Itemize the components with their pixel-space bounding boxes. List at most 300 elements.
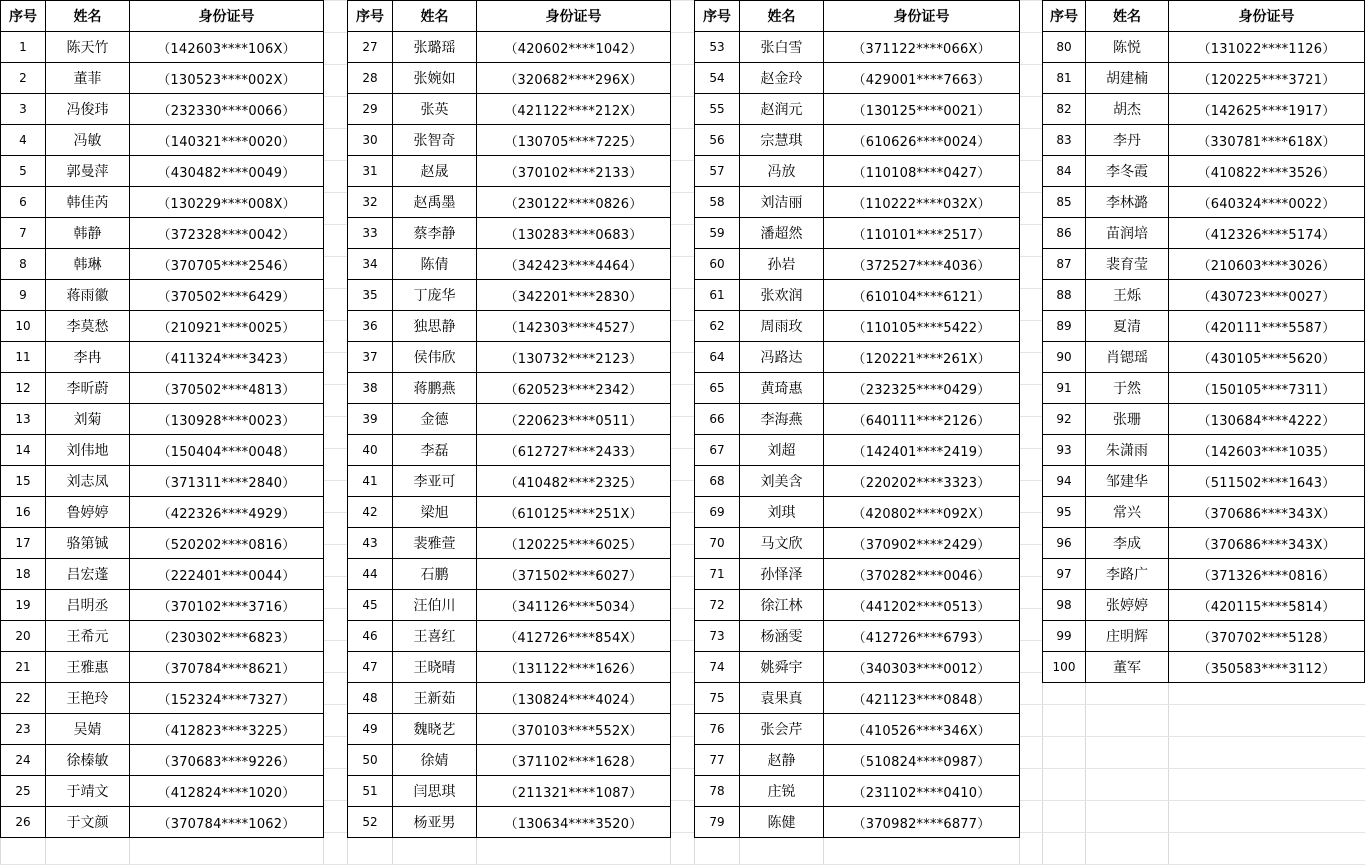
person-name: 冯路达 (740, 342, 824, 373)
header-name: 姓名 (393, 1, 477, 32)
id-number: （142603****106X） (130, 32, 324, 63)
table-row (1043, 280, 1365, 311)
row-number: 92 (1043, 404, 1086, 435)
id-number: （372527****4036） (824, 249, 1020, 280)
person-name: 王雅惠 (46, 652, 130, 683)
row-number: 30 (348, 125, 393, 156)
row-number: 57 (695, 156, 740, 187)
table-row (1043, 342, 1365, 373)
row-number: 6 (1, 187, 46, 218)
row-number: 75 (695, 683, 740, 714)
person-name: 汪伯川 (393, 590, 477, 621)
person-name: 韩琳 (46, 249, 130, 280)
row-number: 2 (1, 63, 46, 94)
person-name: 马文欣 (740, 528, 824, 559)
table-row (695, 435, 1020, 466)
roster-table-2 (347, 0, 671, 838)
row-number: 49 (348, 714, 393, 745)
person-name: 陈天竹 (46, 32, 130, 63)
table-row (348, 497, 671, 528)
table-row (348, 807, 671, 838)
row-number: 56 (695, 125, 740, 156)
id-number: （230302****6823） (130, 621, 324, 652)
row-number: 61 (695, 280, 740, 311)
header-name: 姓名 (1086, 1, 1169, 32)
table-row (348, 404, 671, 435)
id-number: （511502****1643） (1169, 466, 1365, 497)
row-number: 72 (695, 590, 740, 621)
table-row (348, 683, 671, 714)
person-name: 鲁婷婷 (46, 497, 130, 528)
row-number: 20 (1, 621, 46, 652)
row-number: 83 (1043, 125, 1086, 156)
person-name: 蔡李静 (393, 218, 477, 249)
person-name: 赵润元 (740, 94, 824, 125)
table-row (1, 218, 324, 249)
row-number: 16 (1, 497, 46, 528)
person-name: 李莫愁 (46, 311, 130, 342)
table-row (695, 652, 1020, 683)
id-number: （142625****1917） (1169, 94, 1365, 125)
table-row (348, 156, 671, 187)
table-row (1, 683, 324, 714)
table-row (1, 652, 324, 683)
person-name: 袁果真 (740, 683, 824, 714)
id-number: （131122****1626） (477, 652, 671, 683)
table-row (348, 311, 671, 342)
row-number: 94 (1043, 466, 1086, 497)
roster-table-3 (694, 0, 1020, 838)
table-row (348, 280, 671, 311)
table-row (1043, 311, 1365, 342)
row-number: 79 (695, 807, 740, 838)
person-name: 王艳玲 (46, 683, 130, 714)
table-row (1043, 32, 1365, 63)
id-number: （130732****2123） (477, 342, 671, 373)
id-number: （510824****0987） (824, 745, 1020, 776)
table-row (1043, 249, 1365, 280)
table-row (1043, 125, 1365, 156)
person-name: 丁庞华 (393, 280, 477, 311)
id-number: （142603****1035） (1169, 435, 1365, 466)
person-name: 李亚可 (393, 466, 477, 497)
person-name: 王希元 (46, 621, 130, 652)
person-name: 侯伟欣 (393, 342, 477, 373)
table-row (1, 280, 324, 311)
id-number: （371326****0816） (1169, 559, 1365, 590)
table-row (695, 342, 1020, 373)
person-name: 李林潞 (1086, 187, 1169, 218)
person-name: 肖锶瑶 (1086, 342, 1169, 373)
person-name: 朱潇雨 (1086, 435, 1169, 466)
row-number: 25 (1, 776, 46, 807)
person-name: 董菲 (46, 63, 130, 94)
person-name: 陈健 (740, 807, 824, 838)
table-row (1043, 404, 1365, 435)
person-name: 庄锐 (740, 776, 824, 807)
id-number: （370683****9226） (130, 745, 324, 776)
row-number: 80 (1043, 32, 1086, 63)
table-row (1, 466, 324, 497)
id-number: （142303****4527） (477, 311, 671, 342)
row-number: 29 (348, 94, 393, 125)
table-row (348, 528, 671, 559)
row-number: 47 (348, 652, 393, 683)
table-row (348, 187, 671, 218)
header-name: 姓名 (740, 1, 824, 32)
table-row (1043, 590, 1365, 621)
id-number: （130705****7225） (477, 125, 671, 156)
id-number: （640324****0022） (1169, 187, 1365, 218)
id-number: （371102****1628） (477, 745, 671, 776)
table-row (348, 621, 671, 652)
header-row (1043, 1, 1365, 32)
person-name: 刘菊 (46, 404, 130, 435)
person-name: 李成 (1086, 528, 1169, 559)
header-id: 身份证号 (130, 1, 324, 32)
table-row (695, 187, 1020, 218)
roster-table-1 (0, 0, 324, 838)
id-number: （412726****6793） (824, 621, 1020, 652)
person-name: 裴育莹 (1086, 249, 1169, 280)
row-number: 28 (348, 63, 393, 94)
id-number: （370102****2133） (477, 156, 671, 187)
row-number: 21 (1, 652, 46, 683)
table-row (348, 466, 671, 497)
table-row (1043, 621, 1365, 652)
row-number: 91 (1043, 373, 1086, 404)
row-number: 55 (695, 94, 740, 125)
person-name: 蒋雨徽 (46, 280, 130, 311)
person-name: 蒋鹏燕 (393, 373, 477, 404)
person-name: 骆第铖 (46, 528, 130, 559)
person-name: 夏清 (1086, 311, 1169, 342)
row-number: 3 (1, 94, 46, 125)
person-name: 董军 (1086, 652, 1169, 683)
person-name: 张智奇 (393, 125, 477, 156)
person-name: 陈倩 (393, 249, 477, 280)
table-row (348, 249, 671, 280)
person-name: 李海燕 (740, 404, 824, 435)
person-name: 裴雅萱 (393, 528, 477, 559)
person-name: 吕明丞 (46, 590, 130, 621)
table-row (348, 125, 671, 156)
table-row (1, 776, 324, 807)
person-name: 吕宏蓬 (46, 559, 130, 590)
table-row (348, 776, 671, 807)
id-number: （411324****3423） (130, 342, 324, 373)
person-name: 韩佳芮 (46, 187, 130, 218)
table-row (1, 435, 324, 466)
row-number: 50 (348, 745, 393, 776)
row-number: 93 (1043, 435, 1086, 466)
table-row (1, 342, 324, 373)
header-no: 序号 (348, 1, 393, 32)
person-name: 宗慧琪 (740, 125, 824, 156)
row-number: 19 (1, 590, 46, 621)
table-row (695, 373, 1020, 404)
id-number: （232330****0066） (130, 94, 324, 125)
row-number: 98 (1043, 590, 1086, 621)
table-row (1, 94, 324, 125)
row-number: 1 (1, 32, 46, 63)
table-row (695, 559, 1020, 590)
row-number: 24 (1, 745, 46, 776)
row-number: 10 (1, 311, 46, 342)
header-row (1, 1, 324, 32)
row-number: 90 (1043, 342, 1086, 373)
table-row (695, 528, 1020, 559)
id-number: （420115****5814） (1169, 590, 1365, 621)
table-row (695, 218, 1020, 249)
person-name: 李昕蔚 (46, 373, 130, 404)
row-number: 11 (1, 342, 46, 373)
row-number: 74 (695, 652, 740, 683)
person-name: 吴婧 (46, 714, 130, 745)
header-row (695, 1, 1020, 32)
table-row (1043, 373, 1365, 404)
row-number: 9 (1, 280, 46, 311)
id-number: （320682****296X） (477, 63, 671, 94)
row-number: 67 (695, 435, 740, 466)
table-row (1043, 63, 1365, 94)
id-number: （130283****0683） (477, 218, 671, 249)
person-name: 李路广 (1086, 559, 1169, 590)
row-number: 73 (695, 621, 740, 652)
row-number: 81 (1043, 63, 1086, 94)
id-number: （370784****8621） (130, 652, 324, 683)
row-number: 17 (1, 528, 46, 559)
id-number: （640111****2126） (824, 404, 1020, 435)
id-number: （370982****6877） (824, 807, 1020, 838)
table-row (1, 156, 324, 187)
row-number: 62 (695, 311, 740, 342)
row-number: 36 (348, 311, 393, 342)
row-number: 95 (1043, 497, 1086, 528)
person-name: 杨亚男 (393, 807, 477, 838)
row-number: 88 (1043, 280, 1086, 311)
id-number: （610104****6121） (824, 280, 1020, 311)
id-number: （430105****5620） (1169, 342, 1365, 373)
id-number: （120225****3721） (1169, 63, 1365, 94)
row-number: 35 (348, 280, 393, 311)
row-number: 65 (695, 373, 740, 404)
row-number: 22 (1, 683, 46, 714)
id-number: （370784****1062） (130, 807, 324, 838)
id-number: （421123****0848） (824, 683, 1020, 714)
table-row (695, 714, 1020, 745)
row-number: 51 (348, 776, 393, 807)
table-row (348, 590, 671, 621)
person-name: 李丹 (1086, 125, 1169, 156)
header-id: 身份证号 (824, 1, 1020, 32)
person-name: 杨涵雯 (740, 621, 824, 652)
person-name: 刘超 (740, 435, 824, 466)
row-number: 40 (348, 435, 393, 466)
row-number: 71 (695, 559, 740, 590)
row-number: 14 (1, 435, 46, 466)
person-name: 韩静 (46, 218, 130, 249)
table-row (695, 590, 1020, 621)
table-row (1, 714, 324, 745)
person-name: 孙岩 (740, 249, 824, 280)
row-number: 5 (1, 156, 46, 187)
row-number: 18 (1, 559, 46, 590)
table-row (348, 714, 671, 745)
table-row (695, 249, 1020, 280)
id-number: （110105****5422） (824, 311, 1020, 342)
person-name: 徐江林 (740, 590, 824, 621)
row-number: 78 (695, 776, 740, 807)
person-name: 李磊 (393, 435, 477, 466)
row-number: 39 (348, 404, 393, 435)
id-number: （412824****1020） (130, 776, 324, 807)
person-name: 黄琦惠 (740, 373, 824, 404)
table-row (695, 404, 1020, 435)
id-number: （130824****4024） (477, 683, 671, 714)
person-name: 徐婧 (393, 745, 477, 776)
table-row (1, 311, 324, 342)
id-number: （231102****0410） (824, 776, 1020, 807)
id-number: （612727****2433） (477, 435, 671, 466)
id-number: （371502****6027） (477, 559, 671, 590)
table-row (695, 156, 1020, 187)
table-row (348, 652, 671, 683)
table-row (1, 497, 324, 528)
person-name: 张婉如 (393, 63, 477, 94)
row-number: 15 (1, 466, 46, 497)
person-name: 魏晓艺 (393, 714, 477, 745)
row-number: 96 (1043, 528, 1086, 559)
table-row (695, 466, 1020, 497)
id-number: （350583****3112） (1169, 652, 1365, 683)
table-row (695, 280, 1020, 311)
person-name: 王烁 (1086, 280, 1169, 311)
id-number: （410482****2325） (477, 466, 671, 497)
person-name: 苗润培 (1086, 218, 1169, 249)
person-name: 张会芹 (740, 714, 824, 745)
person-name: 李冉 (46, 342, 130, 373)
row-number: 27 (348, 32, 393, 63)
id-number: （370686****343X） (1169, 528, 1365, 559)
table-row (695, 311, 1020, 342)
row-number: 87 (1043, 249, 1086, 280)
row-number: 8 (1, 249, 46, 280)
person-name: 庄明辉 (1086, 621, 1169, 652)
table-row (1, 745, 324, 776)
row-number: 97 (1043, 559, 1086, 590)
id-number: （340303****0012） (824, 652, 1020, 683)
id-number: （140321****0020） (130, 125, 324, 156)
id-number: （120225****6025） (477, 528, 671, 559)
table-row (348, 373, 671, 404)
row-number: 41 (348, 466, 393, 497)
table-row (348, 63, 671, 94)
header-id: 身份证号 (1169, 1, 1365, 32)
header-row (348, 1, 671, 32)
id-number: （370902****2429） (824, 528, 1020, 559)
row-number: 13 (1, 404, 46, 435)
person-name: 王喜红 (393, 621, 477, 652)
id-number: （372328****0042） (130, 218, 324, 249)
table-row (695, 745, 1020, 776)
row-number: 53 (695, 32, 740, 63)
row-number: 76 (695, 714, 740, 745)
id-number: （412326****5174） (1169, 218, 1365, 249)
row-number: 23 (1, 714, 46, 745)
id-number: （429001****7663） (824, 63, 1020, 94)
roster-table-4 (1042, 0, 1365, 683)
table-row (1043, 218, 1365, 249)
person-name: 刘伟地 (46, 435, 130, 466)
id-number: （220623****0511） (477, 404, 671, 435)
id-number: （130229****008X） (130, 187, 324, 218)
person-name: 张璐瑶 (393, 32, 477, 63)
row-number: 31 (348, 156, 393, 187)
id-number: （420602****1042） (477, 32, 671, 63)
id-number: （420111****5587） (1169, 311, 1365, 342)
row-number: 42 (348, 497, 393, 528)
table-row (1, 590, 324, 621)
person-name: 胡建楠 (1086, 63, 1169, 94)
row-number: 32 (348, 187, 393, 218)
id-number: （150105****7311） (1169, 373, 1365, 404)
table-row (1043, 156, 1365, 187)
table-row (348, 559, 671, 590)
table-row (1, 373, 324, 404)
table-row (1043, 497, 1365, 528)
id-number: （110108****0427） (824, 156, 1020, 187)
id-number: （330781****618X） (1169, 125, 1365, 156)
id-number: （610626****0024） (824, 125, 1020, 156)
id-number: （420802****092X） (824, 497, 1020, 528)
id-number: （441202****0513） (824, 590, 1020, 621)
table-row (1, 63, 324, 94)
id-number: （370282****0046） (824, 559, 1020, 590)
person-name: 刘琪 (740, 497, 824, 528)
row-number: 54 (695, 63, 740, 94)
table-row (1, 125, 324, 156)
person-name: 冯放 (740, 156, 824, 187)
header-no: 序号 (1043, 1, 1086, 32)
person-name: 梁旭 (393, 497, 477, 528)
row-number: 12 (1, 373, 46, 404)
person-name: 冯敏 (46, 125, 130, 156)
table-row (695, 94, 1020, 125)
id-number: （370502****6429） (130, 280, 324, 311)
row-number: 4 (1, 125, 46, 156)
id-number: （370502****4813） (130, 373, 324, 404)
id-number: （610125****251X） (477, 497, 671, 528)
person-name: 张欢润 (740, 280, 824, 311)
person-name: 刘志凤 (46, 466, 130, 497)
table-row (1043, 466, 1365, 497)
person-name: 闫思琪 (393, 776, 477, 807)
id-number: （422326****4929） (130, 497, 324, 528)
id-number: （370705****2546） (130, 249, 324, 280)
row-number: 52 (348, 807, 393, 838)
id-number: （371122****066X） (824, 32, 1020, 63)
table-row (1043, 652, 1365, 683)
row-number: 89 (1043, 311, 1086, 342)
id-number: （142401****2419） (824, 435, 1020, 466)
id-number: （120221****261X） (824, 342, 1020, 373)
id-number: （210921****0025） (130, 311, 324, 342)
id-number: （412823****3225） (130, 714, 324, 745)
row-number: 44 (348, 559, 393, 590)
row-number: 59 (695, 218, 740, 249)
id-number: （130634****3520） (477, 807, 671, 838)
